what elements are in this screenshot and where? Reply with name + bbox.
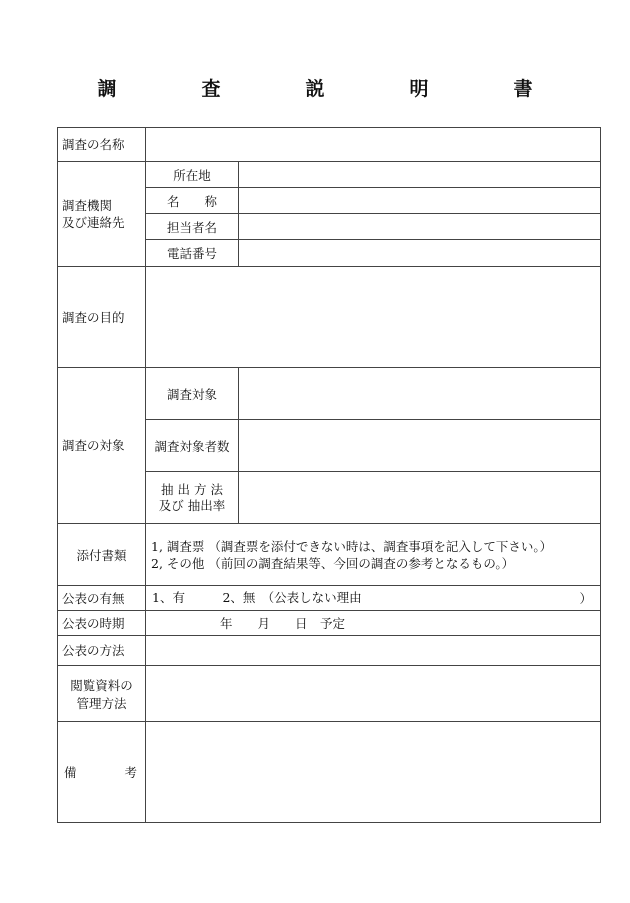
remarks-label-char-2: 考 [124, 765, 137, 780]
target-label: 調査の対象 [58, 368, 146, 524]
sampling-label-line-1: 抽 出 方 法 [161, 481, 223, 497]
agency-phone-label: 電話番号 [146, 240, 239, 267]
remarks-label-char-1: 備 [64, 765, 77, 780]
archive-label-line-2: 管理方法 [76, 695, 127, 711]
archive-field[interactable] [146, 666, 601, 722]
target-field[interactable] [239, 368, 601, 420]
archive-label-line-1: 閲覧資料の [70, 677, 133, 693]
agency-label-line-2: 及び連絡先 [62, 215, 125, 230]
survey-form-table [57, 127, 601, 823]
agency-name-field[interactable] [239, 188, 601, 214]
agency-phone-field[interactable] [239, 240, 601, 267]
attachment-line-2: 2, その他 （前回の調査結果等、今回の調査の参考となるもの。） [151, 555, 515, 571]
agency-label-line-1: 調査機関 [62, 198, 113, 213]
purpose-field[interactable] [146, 267, 601, 368]
row-publish [58, 586, 601, 611]
timing-text: 年 月 日 予定 [220, 615, 346, 631]
publish-close-paren: ） [579, 591, 592, 606]
purpose-label: 調査の目的 [58, 267, 146, 368]
timing-label: 公表の時期 [58, 611, 146, 636]
attachments-field [146, 524, 601, 586]
sampling-field[interactable] [239, 472, 601, 524]
publish-options: 1、有 2、無 （公表しない理由 [152, 590, 362, 605]
archive-label [58, 666, 146, 722]
survey-name-label: 調査の名称 [58, 128, 146, 162]
agency-address-field[interactable] [239, 162, 601, 188]
row-attachments [58, 524, 601, 586]
target-count-field[interactable] [239, 420, 601, 472]
row-publish-method [58, 636, 601, 666]
target-count-label: 調査対象者数 [146, 420, 239, 472]
publish-field[interactable] [146, 586, 601, 611]
row-archive [58, 666, 601, 722]
remarks-label [58, 722, 146, 823]
attachment-line-1: 1, 調査票 （調査票を添付できない時は、調査事項を記入して下さい。） [151, 538, 553, 554]
agency-label [58, 162, 146, 267]
sampling-label [146, 472, 239, 524]
agency-address-label: 所在地 [146, 162, 239, 188]
remarks-field[interactable] [146, 722, 601, 823]
agency-person-label: 担当者名 [146, 214, 239, 240]
document-title: 調 査 説 明 書 [97, 78, 566, 100]
row-purpose [58, 267, 601, 368]
publish-label: 公表の有無 [58, 586, 146, 611]
row-agency-address [58, 162, 601, 188]
row-survey-name [58, 128, 601, 162]
sampling-label-line-2: 及び 抽出率 [158, 497, 226, 513]
publish-method-field[interactable] [146, 636, 601, 666]
target-sub-label: 調査対象 [146, 368, 239, 420]
survey-name-field[interactable] [146, 128, 601, 162]
attachments-label: 添付書類 [58, 524, 146, 586]
row-timing [58, 611, 601, 636]
publish-method-label: 公表の方法 [58, 636, 146, 666]
agency-name-label: 名 称 [146, 188, 239, 214]
row-remarks [58, 722, 601, 823]
agency-person-field[interactable] [239, 214, 601, 240]
row-target [58, 368, 601, 420]
timing-field[interactable] [146, 611, 601, 636]
